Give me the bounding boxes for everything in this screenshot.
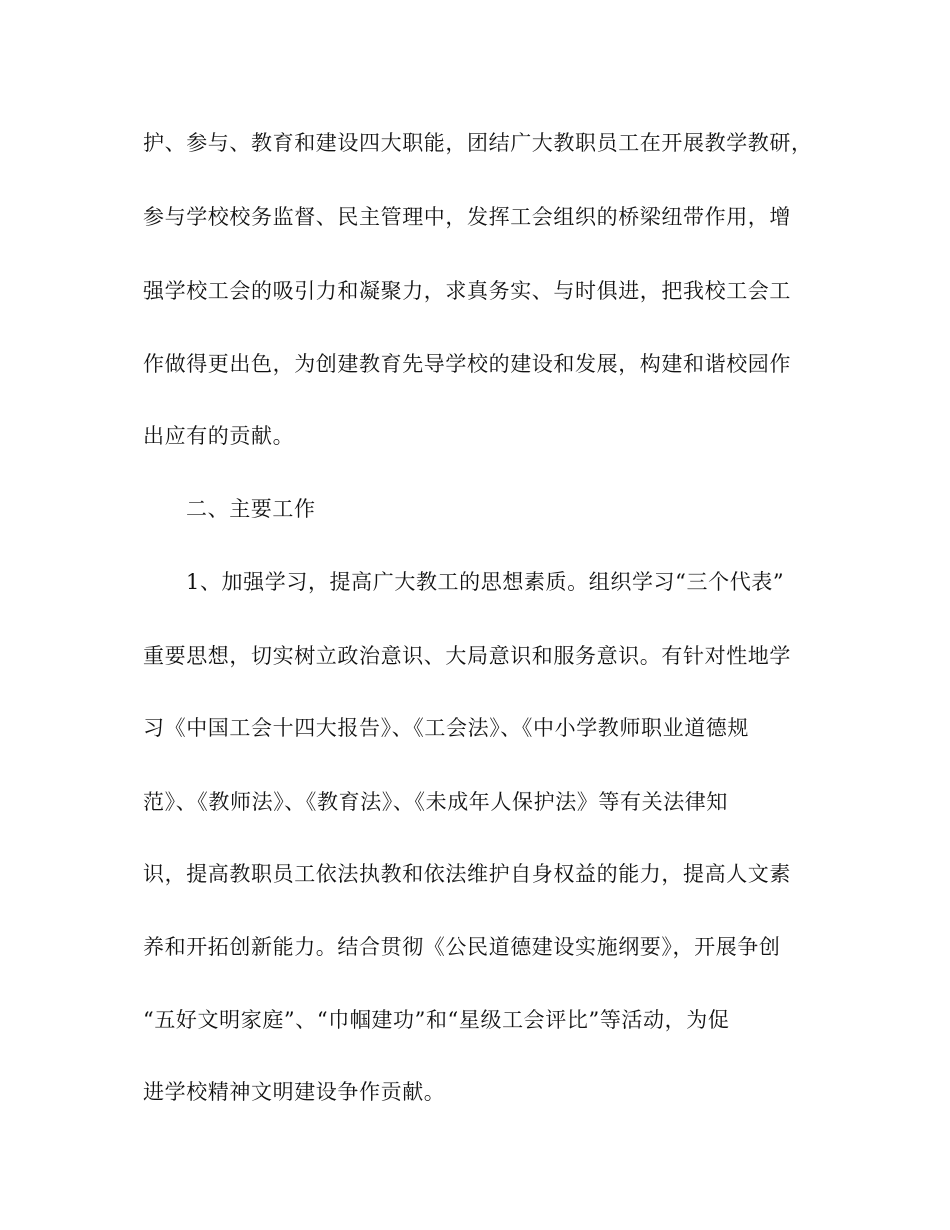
text-line-9: 习《中国工会十四大报告》、《工会法》、《中小学教师职业道德规 — [143, 716, 749, 740]
text-line-7: 1、加强学习，提高广大教工的思想素质。组织学习“三个代表” — [186, 570, 785, 594]
text-line-13: “五好文明家庭”、“巾帼建功”和“星级工会评比”等活动，为促 — [143, 1008, 730, 1032]
text-line-10: 范》、《教师法》、《教育法》、《未成年人保护法》等有关法律知 — [143, 790, 728, 814]
text-line-8: 重要思想，切实树立政治意识、大局意识和服务意识。有针对性地学 — [143, 644, 791, 668]
text-line-14: 进学校精神文明建设争作贡献。 — [143, 1080, 446, 1104]
text-line-1: 护、参与、教育和建设四大职能，团结广大教职员工在开展教学教研， — [143, 131, 813, 155]
text-line-3: 强学校工会的吸引力和凝聚力，求真务实、与时俱进，把我校工会工 — [143, 279, 791, 303]
text-line-12: 养和开拓创新能力。结合贯彻《公民道德建设实施纲要》，开展争创 — [143, 935, 781, 959]
text-line-4: 作做得更出色，为创建教育先导学校的建设和发展，构建和谐校园作 — [143, 352, 791, 376]
text-line-5: 出应有的贡献。 — [143, 424, 295, 448]
text-line-11: 识，提高教职员工依法执教和依法维护自身权益的能力，提高人文素 — [143, 862, 791, 886]
text-line-2: 参与学校校务监督、民主管理中，发挥工会组织的桥梁纽带作用，增 — [143, 205, 791, 229]
section-heading: 二、主要工作 — [186, 497, 316, 521]
